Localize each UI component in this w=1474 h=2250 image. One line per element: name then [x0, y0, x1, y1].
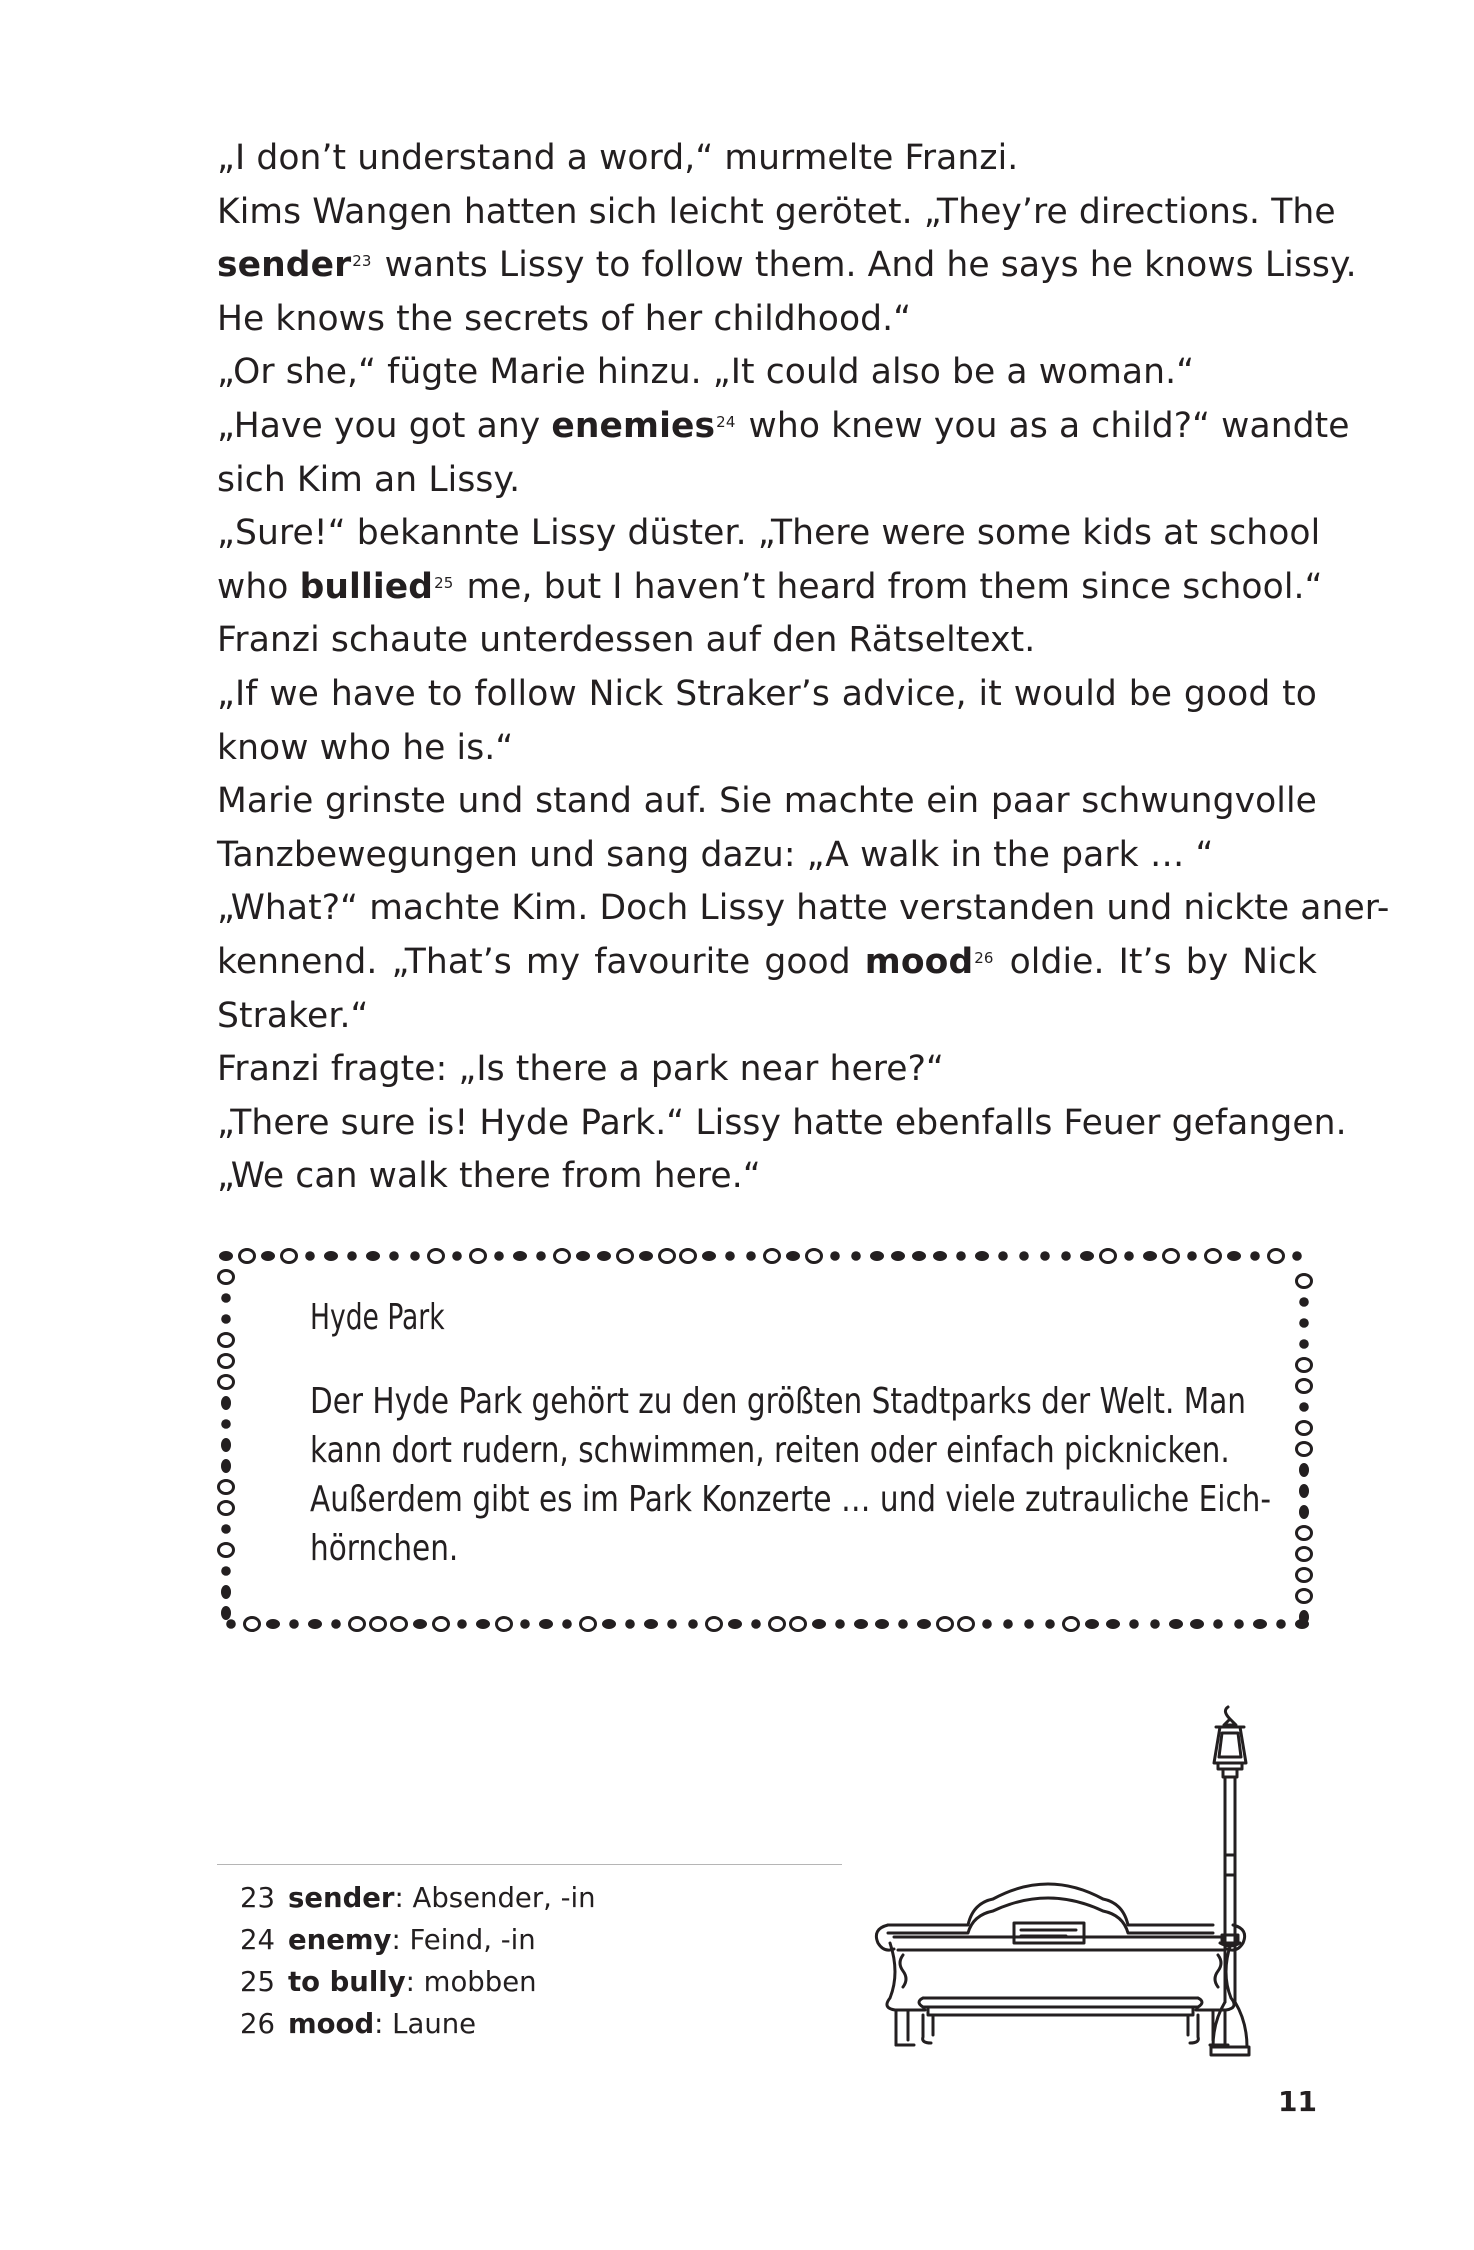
text-run: who knew you as a child?“ wandte — [737, 405, 1350, 446]
frame-bead — [1003, 1619, 1013, 1629]
frame-bead — [644, 1619, 658, 1629]
frame-bead — [389, 1251, 399, 1261]
frame-bead — [933, 1251, 947, 1261]
text-run: He knows the secrets of her childhood.“ — [217, 298, 912, 339]
info-box-line: Außerdem gibt es im Park Konzerte … und viele zutrauliche Eich- — [310, 1479, 1272, 1520]
frame-bead — [728, 1619, 742, 1629]
text-line — [217, 507, 1321, 561]
frame-bead — [681, 1250, 696, 1263]
frame-bead — [410, 1251, 420, 1261]
text-run: „Sure!“ bekannte Lissy düster. „There were some kids at school — [217, 513, 1321, 554]
text-line — [217, 882, 1390, 936]
text-line — [217, 1150, 1317, 1204]
frame-bead — [1234, 1619, 1244, 1629]
frame-bead — [221, 1314, 231, 1324]
frame-bead — [1299, 1318, 1309, 1328]
frame-bead — [1292, 1251, 1302, 1261]
frame-bead — [870, 1251, 884, 1261]
footnote-gloss: Feind, -in — [400, 1924, 536, 1956]
frame-bead — [625, 1619, 635, 1629]
frame-bead — [289, 1619, 299, 1629]
footnote-marker: 26 — [974, 948, 994, 967]
frame-bead — [221, 1459, 231, 1473]
frame-bead — [1206, 1250, 1221, 1263]
frame-bead — [562, 1619, 572, 1629]
frame-bead — [261, 1251, 275, 1261]
text-line — [217, 936, 1317, 990]
text-line — [217, 454, 1317, 508]
text-run: know who he is.“ — [217, 727, 514, 768]
text-run: sich Kim an Lissy. — [217, 459, 521, 500]
text-line — [217, 614, 1317, 668]
frame-bead — [221, 1524, 231, 1534]
frame-bead — [875, 1619, 889, 1629]
frame-bead — [1045, 1619, 1055, 1629]
frame-bead — [371, 1618, 386, 1631]
frame-bead — [1297, 1590, 1312, 1603]
frame-bead — [494, 1251, 504, 1261]
footnotes — [240, 1877, 596, 2045]
frame-bead — [497, 1618, 512, 1631]
frame-bead — [830, 1251, 840, 1261]
footnote — [240, 2003, 596, 2045]
frame-bead — [786, 1251, 800, 1261]
frame-bead — [324, 1251, 338, 1261]
frame-bead — [471, 1250, 486, 1263]
frame-bead — [219, 1502, 234, 1515]
frame-bead — [975, 1251, 989, 1261]
footnote-number: 26 — [240, 2008, 275, 2040]
footnote-number: 23 — [240, 1882, 275, 1914]
info-box-line: hörnchen. — [310, 1528, 459, 1569]
text-run: „I don’t understand a word,“ murmelte Franzi. — [217, 138, 1019, 178]
frame-bead — [1227, 1251, 1241, 1261]
frame-bead — [602, 1619, 616, 1629]
frame-bead — [1253, 1619, 1267, 1629]
frame-bead — [959, 1618, 974, 1631]
frame-bead — [221, 1419, 231, 1429]
frame-bead — [597, 1251, 611, 1261]
footnote-term: to bully — [288, 1966, 406, 1998]
text-run: me, but I haven’t heard from them since school.“ — [455, 566, 1323, 607]
footnote-term: sender — [288, 1882, 395, 1914]
frame-bead — [998, 1251, 1008, 1261]
frame-bead — [751, 1619, 761, 1629]
frame-bead — [1190, 1619, 1204, 1629]
frame-bead — [725, 1251, 735, 1261]
frame-bead — [476, 1619, 490, 1629]
frame-bead — [1297, 1527, 1312, 1540]
frame-bead — [452, 1251, 462, 1261]
text-run: „There sure is! Hyde Park.“ Lissy hatte ebenfalls Feuer gefangen. — [217, 1102, 1347, 1143]
frame-bead — [1143, 1251, 1157, 1261]
frame-bead — [347, 1251, 357, 1261]
frame-bead — [667, 1619, 677, 1629]
frame-bead — [308, 1619, 322, 1629]
footnote-marker: 24 — [716, 412, 736, 431]
frame-bead — [539, 1619, 553, 1629]
frame-bead — [366, 1251, 380, 1261]
text-run: Marie grinste und stand auf. Sie machte ein paar schwungvolle — [217, 781, 1317, 822]
footnote-gloss: mobben — [414, 1966, 537, 1998]
text-run: „If we have to follow Nick Straker’s advice, it would be good to — [217, 673, 1317, 714]
frame-bead — [770, 1618, 785, 1631]
frame-bead — [1299, 1505, 1309, 1519]
frame-bead — [429, 1250, 444, 1263]
frame-bead — [1297, 1422, 1312, 1435]
frame-bead — [1297, 1380, 1312, 1393]
frame-bead — [956, 1251, 966, 1261]
footnote — [240, 1919, 596, 1961]
frame-bead — [1169, 1619, 1183, 1629]
frame-bead — [219, 1334, 234, 1347]
footnote-colon: : — [394, 1882, 404, 1914]
frame-bead — [1040, 1251, 1050, 1261]
frame-bead — [746, 1251, 756, 1261]
text-line — [217, 293, 1317, 347]
frame-bead — [457, 1619, 467, 1629]
frame-bead — [226, 1619, 236, 1629]
frame-bead — [1299, 1297, 1309, 1307]
frame-bead — [434, 1618, 449, 1631]
frame-bead — [1187, 1251, 1197, 1261]
footnote-colon: : — [405, 1966, 415, 1998]
frame-bead — [1024, 1619, 1034, 1629]
info-box-line: Der Hyde Park gehört zu den größten Stadtparks der Welt. Man — [310, 1381, 1246, 1422]
frame-bead — [854, 1619, 868, 1629]
frame-bead — [1019, 1251, 1029, 1261]
text-line — [217, 186, 1336, 240]
text-run: „We can walk there from here.“ — [217, 1156, 761, 1197]
frame-bead — [305, 1251, 315, 1261]
glossary-term: mood — [864, 941, 974, 982]
text-line — [217, 668, 1317, 722]
frame-bead — [639, 1251, 653, 1261]
frame-bead — [221, 1396, 231, 1410]
footnote-colon: : — [391, 1924, 401, 1956]
frame-bead — [1101, 1250, 1116, 1263]
glossary-term: enemies — [551, 405, 716, 446]
frame-bead — [221, 1585, 231, 1599]
frame-bead — [1297, 1443, 1312, 1456]
frame-bead — [282, 1250, 297, 1263]
frame-bead — [520, 1619, 530, 1629]
frame-bead — [513, 1251, 527, 1261]
frame-bead — [835, 1619, 845, 1629]
text-run: kennend. „That’s my favourite good — [217, 941, 865, 982]
frame-bead — [1164, 1250, 1179, 1263]
text-line — [217, 990, 1317, 1044]
frame-bead — [221, 1566, 231, 1576]
info-box-body — [310, 1377, 1272, 1573]
footnote-number: 24 — [240, 1924, 275, 1956]
text-line — [217, 829, 1317, 883]
frame-bead — [765, 1250, 780, 1263]
frame-bead — [707, 1618, 722, 1631]
frame-bead — [1297, 1548, 1312, 1561]
text-run: wants Lissy to follow them. And he says he knows Lissy. — [373, 245, 1357, 286]
frame-bead — [898, 1619, 908, 1629]
footnote — [240, 1877, 596, 1919]
frame-bead — [938, 1618, 953, 1631]
frame-bead — [1297, 1569, 1312, 1582]
frame-bead — [688, 1619, 698, 1629]
frame-bead — [791, 1618, 806, 1631]
footnote-marker: 25 — [434, 573, 454, 592]
frame-bead — [660, 1250, 675, 1263]
glossary-term: bullied — [299, 566, 434, 607]
text-run: „Have you got any — [217, 405, 552, 446]
frame-bead — [1297, 1359, 1312, 1372]
info-box-line: kann dort rudern, schwimmen, reiten oder einfach picknicken. — [310, 1430, 1230, 1471]
frame-bead — [1276, 1619, 1286, 1629]
frame-bead — [219, 1376, 234, 1389]
text-run: oldie. It’s by Nick — [995, 941, 1317, 982]
frame-bead — [1269, 1250, 1284, 1263]
frame-bead — [851, 1251, 861, 1261]
footnote-number: 25 — [240, 1966, 275, 1998]
frame-bead — [1299, 1610, 1309, 1624]
frame-bead — [1299, 1484, 1309, 1498]
frame-bead — [536, 1251, 546, 1261]
text-run: „What?“ machte Kim. Doch Lissy hatte verstanden und nickte aner- — [217, 888, 1390, 929]
frame-bead — [1124, 1251, 1134, 1261]
text-run: Straker.“ — [217, 995, 369, 1036]
text-run: Franzi schaute unterdessen auf den Rätseltext. — [217, 620, 1036, 661]
frame-bead — [1299, 1463, 1309, 1477]
text-line — [217, 132, 1317, 186]
frame-bead — [1061, 1251, 1071, 1261]
frame-bead — [576, 1251, 590, 1261]
frame-bead — [555, 1250, 570, 1263]
frame-bead — [1213, 1619, 1223, 1629]
frame-bead — [219, 1481, 234, 1494]
frame-bead — [1299, 1402, 1309, 1412]
frame-bead — [982, 1619, 992, 1629]
footnote-colon: : — [374, 2008, 384, 2040]
frame-bead — [807, 1250, 822, 1263]
text-line — [217, 561, 1323, 615]
frame-bead — [581, 1618, 596, 1631]
text-line — [217, 346, 1317, 400]
park-bench-and-lamppost-icon — [868, 1705, 1298, 2060]
text-run: Franzi fragte: „Is there a park near here?“ — [217, 1049, 945, 1090]
footnote-rule — [217, 1864, 842, 1865]
frame-bead — [219, 1251, 233, 1261]
text-line — [217, 1097, 1347, 1151]
frame-bead — [219, 1544, 234, 1557]
frame-bead — [331, 1619, 341, 1629]
frame-bead — [221, 1606, 231, 1620]
text-run: Kims Wangen hatten sich leicht gerötet. „They’re directions. The — [217, 191, 1336, 232]
text-run: „Or she,“ fügte Marie hinzu. „It could also be a woman.“ — [217, 352, 1195, 393]
frame-bead — [1250, 1251, 1260, 1261]
text-line — [217, 1043, 1317, 1097]
footnote-term: enemy — [288, 1924, 392, 1956]
text-line — [217, 400, 1350, 454]
frame-bead — [1106, 1619, 1120, 1629]
footnote-gloss: Absender, -in — [403, 1882, 596, 1914]
frame-bead — [266, 1619, 280, 1629]
text-line — [217, 775, 1317, 829]
frame-bead — [1297, 1275, 1312, 1288]
frame-bead — [219, 1355, 234, 1368]
footnote-gloss: Laune — [383, 2008, 477, 2040]
info-box-title: Hyde Park — [310, 1297, 445, 1338]
frame-bead — [618, 1250, 633, 1263]
frame-bead — [1150, 1619, 1160, 1629]
info-box — [310, 1295, 1272, 1573]
frame-bead — [350, 1618, 365, 1631]
frame-bead — [245, 1618, 260, 1631]
frame-bead — [812, 1619, 826, 1629]
frame-bead — [1299, 1339, 1309, 1349]
text-run: who — [217, 566, 300, 607]
frame-bead — [1080, 1251, 1094, 1261]
footnote-marker: 23 — [352, 252, 372, 271]
frame-bead — [392, 1618, 407, 1631]
footnote — [240, 1961, 596, 2003]
text-run: Tanzbewegungen und sang dazu: „A walk in the park … “ — [217, 834, 1214, 875]
frame-bead — [1085, 1619, 1099, 1629]
frame-bead — [219, 1271, 234, 1284]
frame-bead — [891, 1251, 905, 1261]
frame-bead — [702, 1251, 716, 1261]
glossary-term: sender — [217, 245, 352, 286]
frame-bead — [917, 1619, 931, 1629]
frame-bead — [1064, 1618, 1079, 1631]
text-line — [217, 239, 1357, 293]
text-line — [217, 722, 1317, 776]
footnote-term: mood — [288, 2008, 375, 2040]
frame-bead — [221, 1293, 231, 1303]
frame-bead — [413, 1619, 427, 1629]
frame-bead — [221, 1438, 231, 1452]
main-text — [217, 132, 1390, 1204]
frame-bead — [912, 1251, 926, 1261]
frame-bead — [1129, 1619, 1139, 1629]
frame-bead — [240, 1250, 255, 1263]
page-number: 11 — [1278, 2085, 1317, 2118]
